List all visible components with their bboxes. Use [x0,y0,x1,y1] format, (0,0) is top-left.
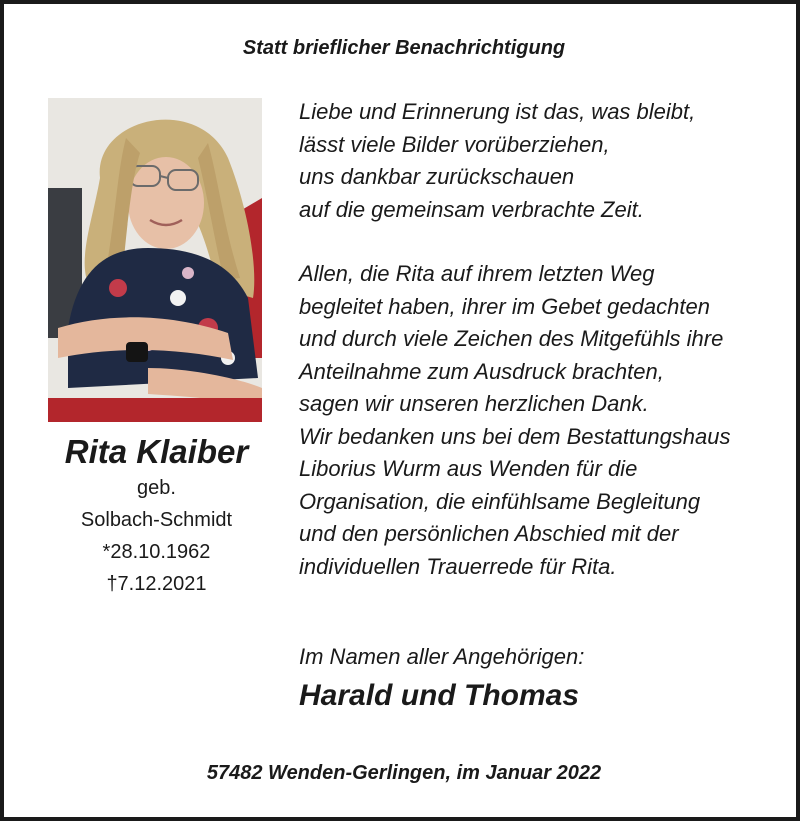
main-text [299,96,731,583]
poem-line: auf die gemeinsam verbrachte Zeit. [299,196,644,222]
death-date: †7.12.2021 [106,573,207,595]
notice-header: Statt brieflicher Benachrichtigung [242,37,566,59]
thanks-line: sagen wir unseren herzlichen Dank. [299,391,649,416]
thanks-line: Anteilnahme zum Ausdruck brachten, [299,358,664,384]
deceased-name: Rita Klaiber [64,433,249,470]
signature-intro: Im Namen aller Angehörigen: [299,644,585,669]
thanks-line: begleitet haben, ihrer im Gebet gedachten [299,293,710,319]
funeral-thanks-line: Wir bedanken uns bei dem Bestattungshaus [299,423,731,449]
deceased-info [34,432,279,600]
maiden-name: Solbach-Schmidt [80,509,233,531]
place-date-footer: 57482 Wenden-Gerlingen, im Januar 2022 [206,762,602,784]
signature-names: Harald und Thomas [299,679,580,712]
thanks-line: und durch viele Zeichen des Mitgefühls ihre [299,326,724,351]
funeral-thanks-line: und den persönlichen Abschied mit der [299,521,679,546]
poem-line: lässt viele Bilder vorüberziehen, [299,131,610,157]
funeral-thanks-line: Organisation, die einfühlsame Begleitung [299,488,701,514]
birth-date: *28.10.1962 [102,541,211,563]
poem-line: uns dankbar zurückschauen [299,164,575,189]
portrait-photo [48,98,262,422]
poem-line: Liebe und Erinnerung ist das, was bleibt, [299,99,696,124]
funeral-thanks-line: individuellen Trauerrede für Rita. [299,553,617,579]
thanks-line: Allen, die Rita auf ihrem letzten Weg [299,261,655,286]
born-as-label: geb. [137,477,176,499]
funeral-thanks-line: Liborius Wurm aus Wenden für die [299,456,638,481]
